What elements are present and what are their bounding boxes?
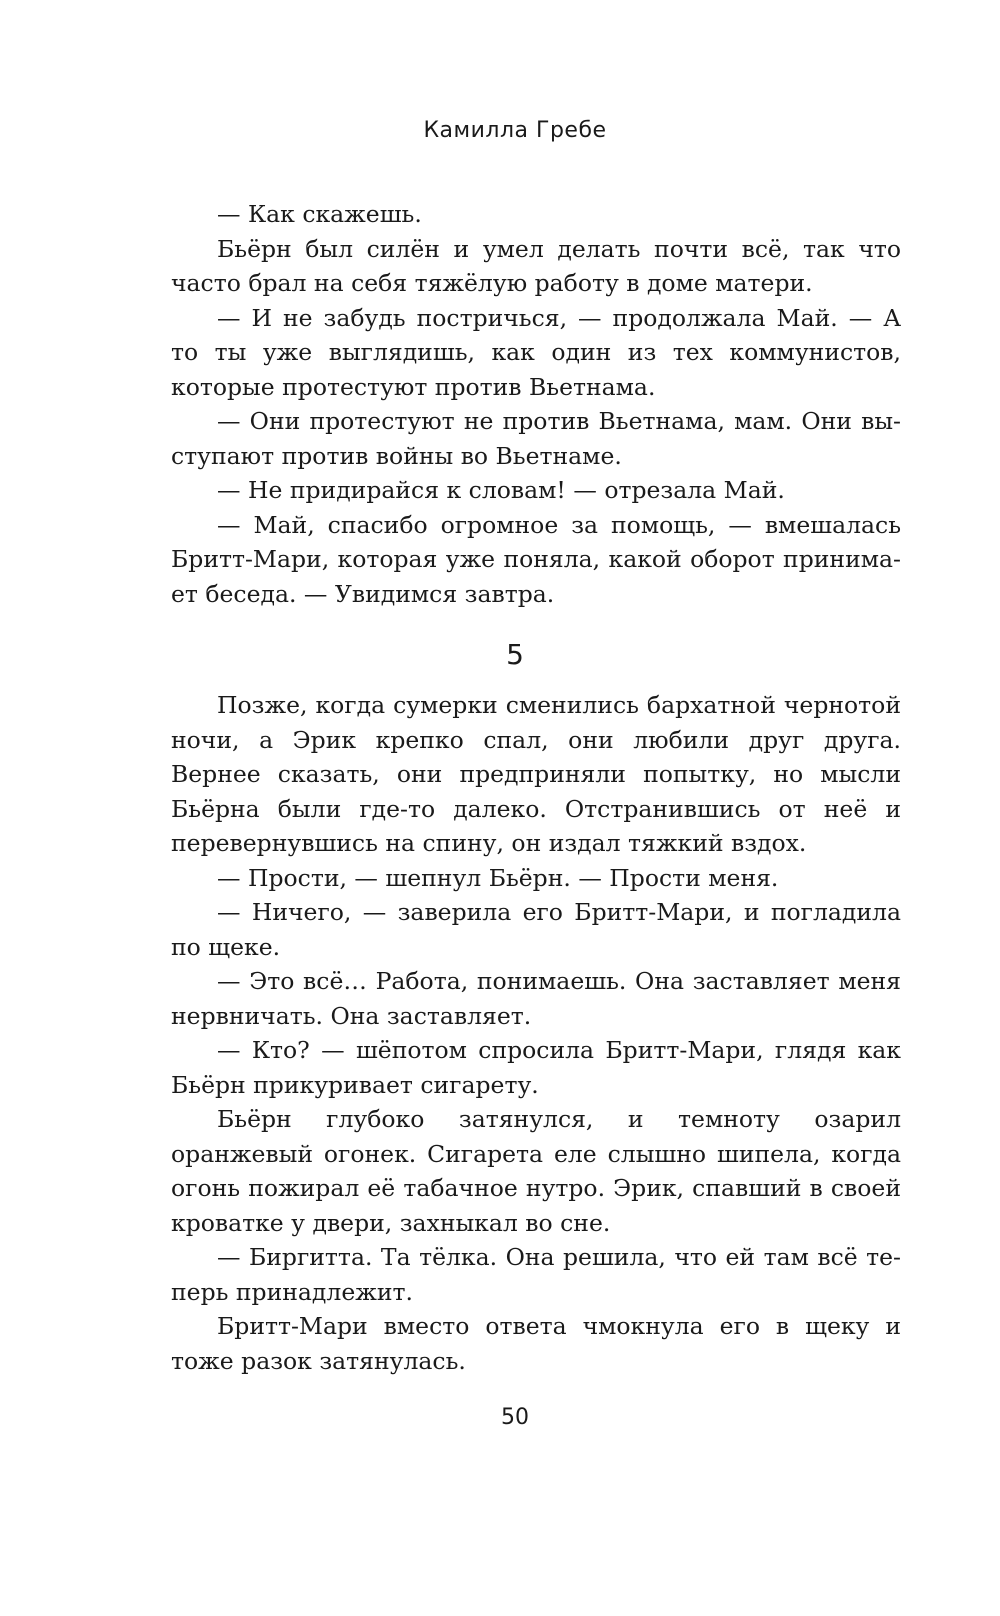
text-block-before-chapter <box>171 197 901 611</box>
paragraph: — Они протестуют не против Вьетнама, мам. Они выступают против войны во Вьетнаме. <box>171 407 901 470</box>
paragraph: — Как скажешь. <box>217 200 422 228</box>
paragraph: Бьёрн глубоко затянулся, и темноту озарил оранжевый огонек. Сигарета еле слышно шипела, когда огонь пожирал её табачное нутро. Эрик, спавший в своей кроватке у двери, захныкал во сне. <box>171 1105 901 1237</box>
paragraph: — Прости, — шепнул Бьёрн. — Прости меня. <box>217 863 779 892</box>
paragraph: — Не придирайся к словам! — отрезала Май. <box>217 476 785 504</box>
paragraph: — Биргитта. Та тёлка. Она решила, что ей там всё теперь принадлежит. <box>171 1243 901 1306</box>
paragraph: — Ничего, — заверила его Бритт-Мари, и погладила по щеке. <box>171 898 901 961</box>
paragraph: Бьёрн был силён и умел делать почти всё, так что часто брал на себя тяжёлую работу в доме матери. <box>171 234 901 297</box>
paragraph: — Май, спасибо огромное за помощь, — вмешалась Бритт-Мари, которая уже поняла, какой оборот принимает беседа. — Увидимся завтра. <box>171 510 901 608</box>
paragraph: Позже, когда сумерки сменились бархатной чернотой ночи, а Эрик крепко спал, они любили друг друга. Вернее сказать, они предприняли попытку, но мысли Бьёрна были где-то далеко. Отстранившись от неё и перевернувшись на спину, он издал тяжкий вздох. <box>171 691 901 857</box>
paragraph: — Это всё… Работа, понимаешь. Она заставляет меня нервничать. Она заставляет. <box>171 967 901 1030</box>
paragraph: — И не забудь постричься, — продолжала Май. — А то ты уже выглядишь, как один из тех коммунистов, которые протестуют против Вьетнама. <box>171 303 901 401</box>
paragraph: — Кто? — шёпотом спросила Бритт-Мари, глядя как Бьёрн прикуривает сигарету. <box>171 1036 901 1099</box>
paragraph: Бритт-Мари вместо ответа чмокнула его в щеку и тоже разок затянулась. <box>171 1312 901 1375</box>
running-head-author: Камилла Гребе <box>423 118 607 143</box>
chapter-number: 5 <box>506 638 524 671</box>
page-number: 50 <box>501 1405 529 1430</box>
text-block-chapter-5 <box>171 688 901 1378</box>
